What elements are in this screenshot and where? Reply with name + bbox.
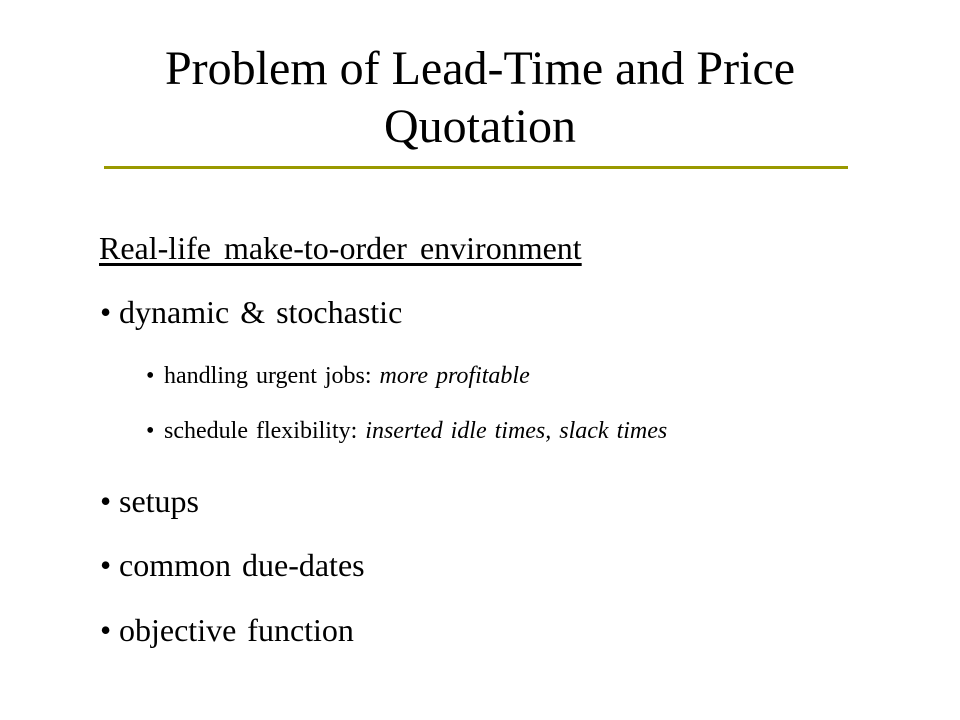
bullet-item	[100, 610, 354, 650]
slide-title-line-1: Problem of Lead-Time and Price	[164, 42, 796, 95]
slide-title	[0, 40, 960, 156]
bullet-item	[100, 292, 402, 332]
bullet-dot: •	[146, 418, 155, 444]
bullet-dot: •	[100, 612, 112, 648]
title-divider	[104, 166, 848, 169]
bullet-item	[100, 481, 199, 521]
section-heading: Real-life make-to-order environment	[99, 230, 582, 266]
bullet-item	[100, 545, 365, 585]
sub-bullet-item	[146, 361, 530, 391]
bullet-text: objective function	[119, 612, 354, 648]
slide-title-line-2: Quotation	[384, 100, 576, 153]
bullet-text: schedule flexibility:	[164, 418, 366, 444]
bullet-dot: •	[146, 363, 155, 389]
bullet-text: setups	[119, 483, 199, 519]
bullet-dot: •	[100, 294, 112, 330]
bullet-text: handling urgent jobs:	[164, 363, 380, 389]
sub-bullet-item	[146, 416, 667, 446]
bullet-dot: •	[100, 483, 112, 519]
bullet-text: common due-dates	[119, 547, 365, 583]
bullet-emphasis: more profitable	[379, 363, 530, 389]
bullet-emphasis: inserted idle times, slack times	[365, 418, 668, 444]
bullet-text: dynamic & stochastic	[119, 294, 403, 330]
bullet-dot: •	[100, 547, 112, 583]
